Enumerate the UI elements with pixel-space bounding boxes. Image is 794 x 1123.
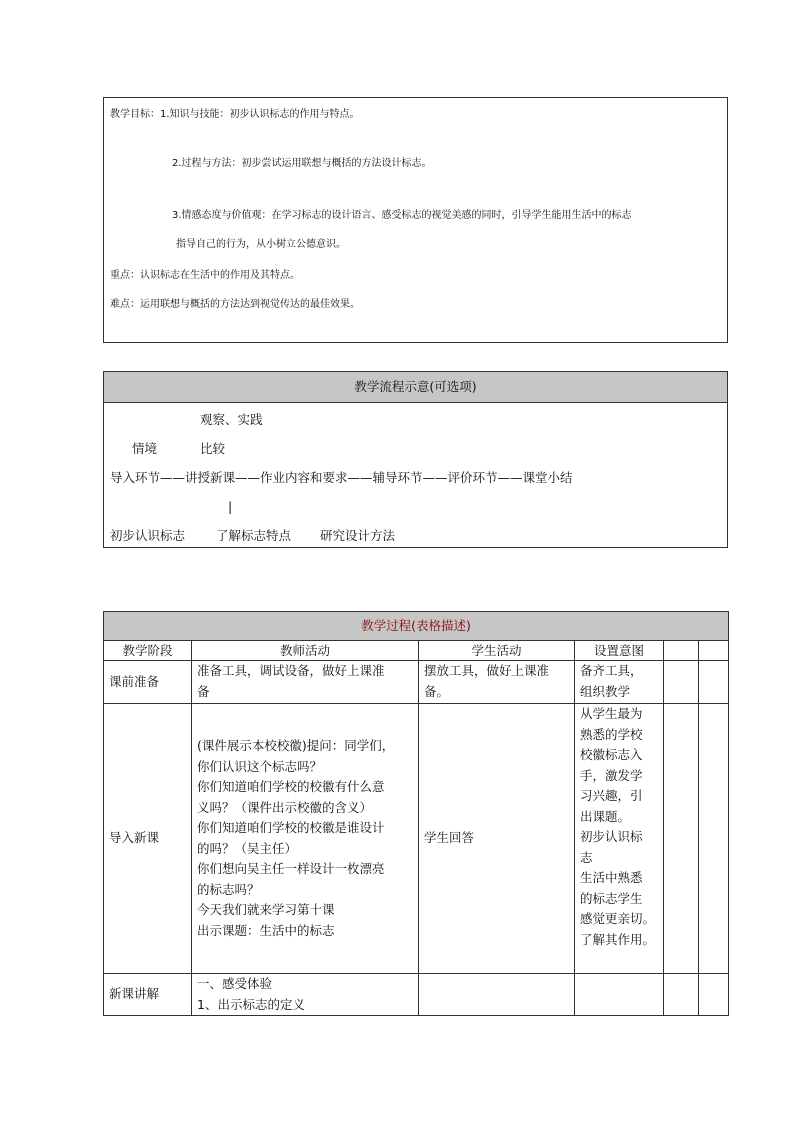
- extra-cell: [664, 704, 699, 974]
- intent-cell: 从学生最为 熟悉的学校 校徽标志入 手，激发学 习兴趣，引 出课题。 初步认识标 志 生活中熟悉 的标志学生 感觉更亲切。 了解其作用。: [575, 704, 664, 974]
- header-stage: 教学阶段: [104, 641, 192, 661]
- stage-cell: 新课讲解: [104, 974, 192, 1016]
- key-point: 重点：认识标志在生活中的作用及其特点。: [110, 270, 300, 281]
- header-teacher: 教师活动: [192, 641, 419, 661]
- intent-cell: [575, 974, 664, 1016]
- extra-cell: [699, 661, 729, 704]
- stage-cell: 导入新课: [104, 704, 192, 974]
- flow-sub-2: 了解标志特点: [216, 528, 292, 543]
- objective-process: 2.过程与方法：初步尝试运用联想与概括的方法设计标志。: [172, 158, 432, 169]
- objective-attitude-cont: 指导自己的行为，从小树立公德意识。: [176, 239, 346, 250]
- teacher-cell: (课件展示本校校徽)提问：同学们， 你们认识这个标志吗？ 你们知道咱们学校的校徽有什么意 义吗？（课件出示校徽的含义） 你们知道咱们学校的校徽是谁设计 的吗？（吴主任） 你们想向吴主任一样设计一枚漂亮 的标志吗？ 今天我们就来学习第十课 出示课题：生活中的标志: [192, 704, 419, 974]
- header-extra-2: [699, 641, 729, 661]
- extra-cell: [699, 704, 729, 974]
- header-intent: 设置意图: [575, 641, 664, 661]
- difficult-point: 难点：运用联想与概括的方法达到视觉传达的最佳效果。: [110, 299, 360, 310]
- stage-cell: 课前准备: [104, 661, 192, 704]
- flow-sub-1: 初步认识标志: [110, 528, 186, 543]
- header-extra-1: [664, 641, 699, 661]
- objective-attitude: 3.情感态度与价值观：在学习标志的设计语言、感受标志的视觉美感的同时，引导学生能用生活中的标志: [172, 210, 632, 221]
- student-cell: 学生回答: [419, 704, 575, 974]
- table-row: [104, 661, 729, 704]
- table-row: [104, 704, 729, 974]
- extra-cell: [664, 661, 699, 704]
- objectives-box: [103, 97, 728, 343]
- flow-bar: |: [228, 499, 233, 514]
- flow-box: [103, 371, 728, 548]
- flow-title: 教学流程示意(可选项): [104, 372, 727, 403]
- flow-compare: 比较: [200, 441, 226, 456]
- header-student: 学生活动: [419, 641, 575, 661]
- student-cell: [419, 974, 575, 1016]
- intent-cell: 备齐工具， 组织教学: [575, 661, 664, 704]
- extra-cell: [699, 974, 729, 1016]
- flow-main: 导入环节——讲授新课——作业内容和要求——辅导环节——评价环节——课堂小结: [110, 470, 573, 485]
- process-header-row: [104, 641, 729, 661]
- student-cell: 摆放工具，做好上课准 备。: [419, 661, 575, 704]
- table-row: [104, 974, 729, 1016]
- flow-situation: 情境: [132, 441, 158, 456]
- teacher-cell: 一、感受体验 1、出示标志的定义: [192, 974, 419, 1016]
- teacher-cell: 准备工具，调试设备，做好上课准 备: [192, 661, 419, 704]
- flow-sub-3: 研究设计方法: [320, 528, 396, 543]
- flow-observe: 观察、实践: [200, 412, 263, 427]
- extra-cell: [664, 974, 699, 1016]
- process-title: 教学过程(表格描述): [104, 612, 729, 641]
- objective-knowledge: 教学目标：1.知识与技能：初步认识标志的作用与特点。: [110, 109, 360, 120]
- process-table: [103, 611, 729, 1016]
